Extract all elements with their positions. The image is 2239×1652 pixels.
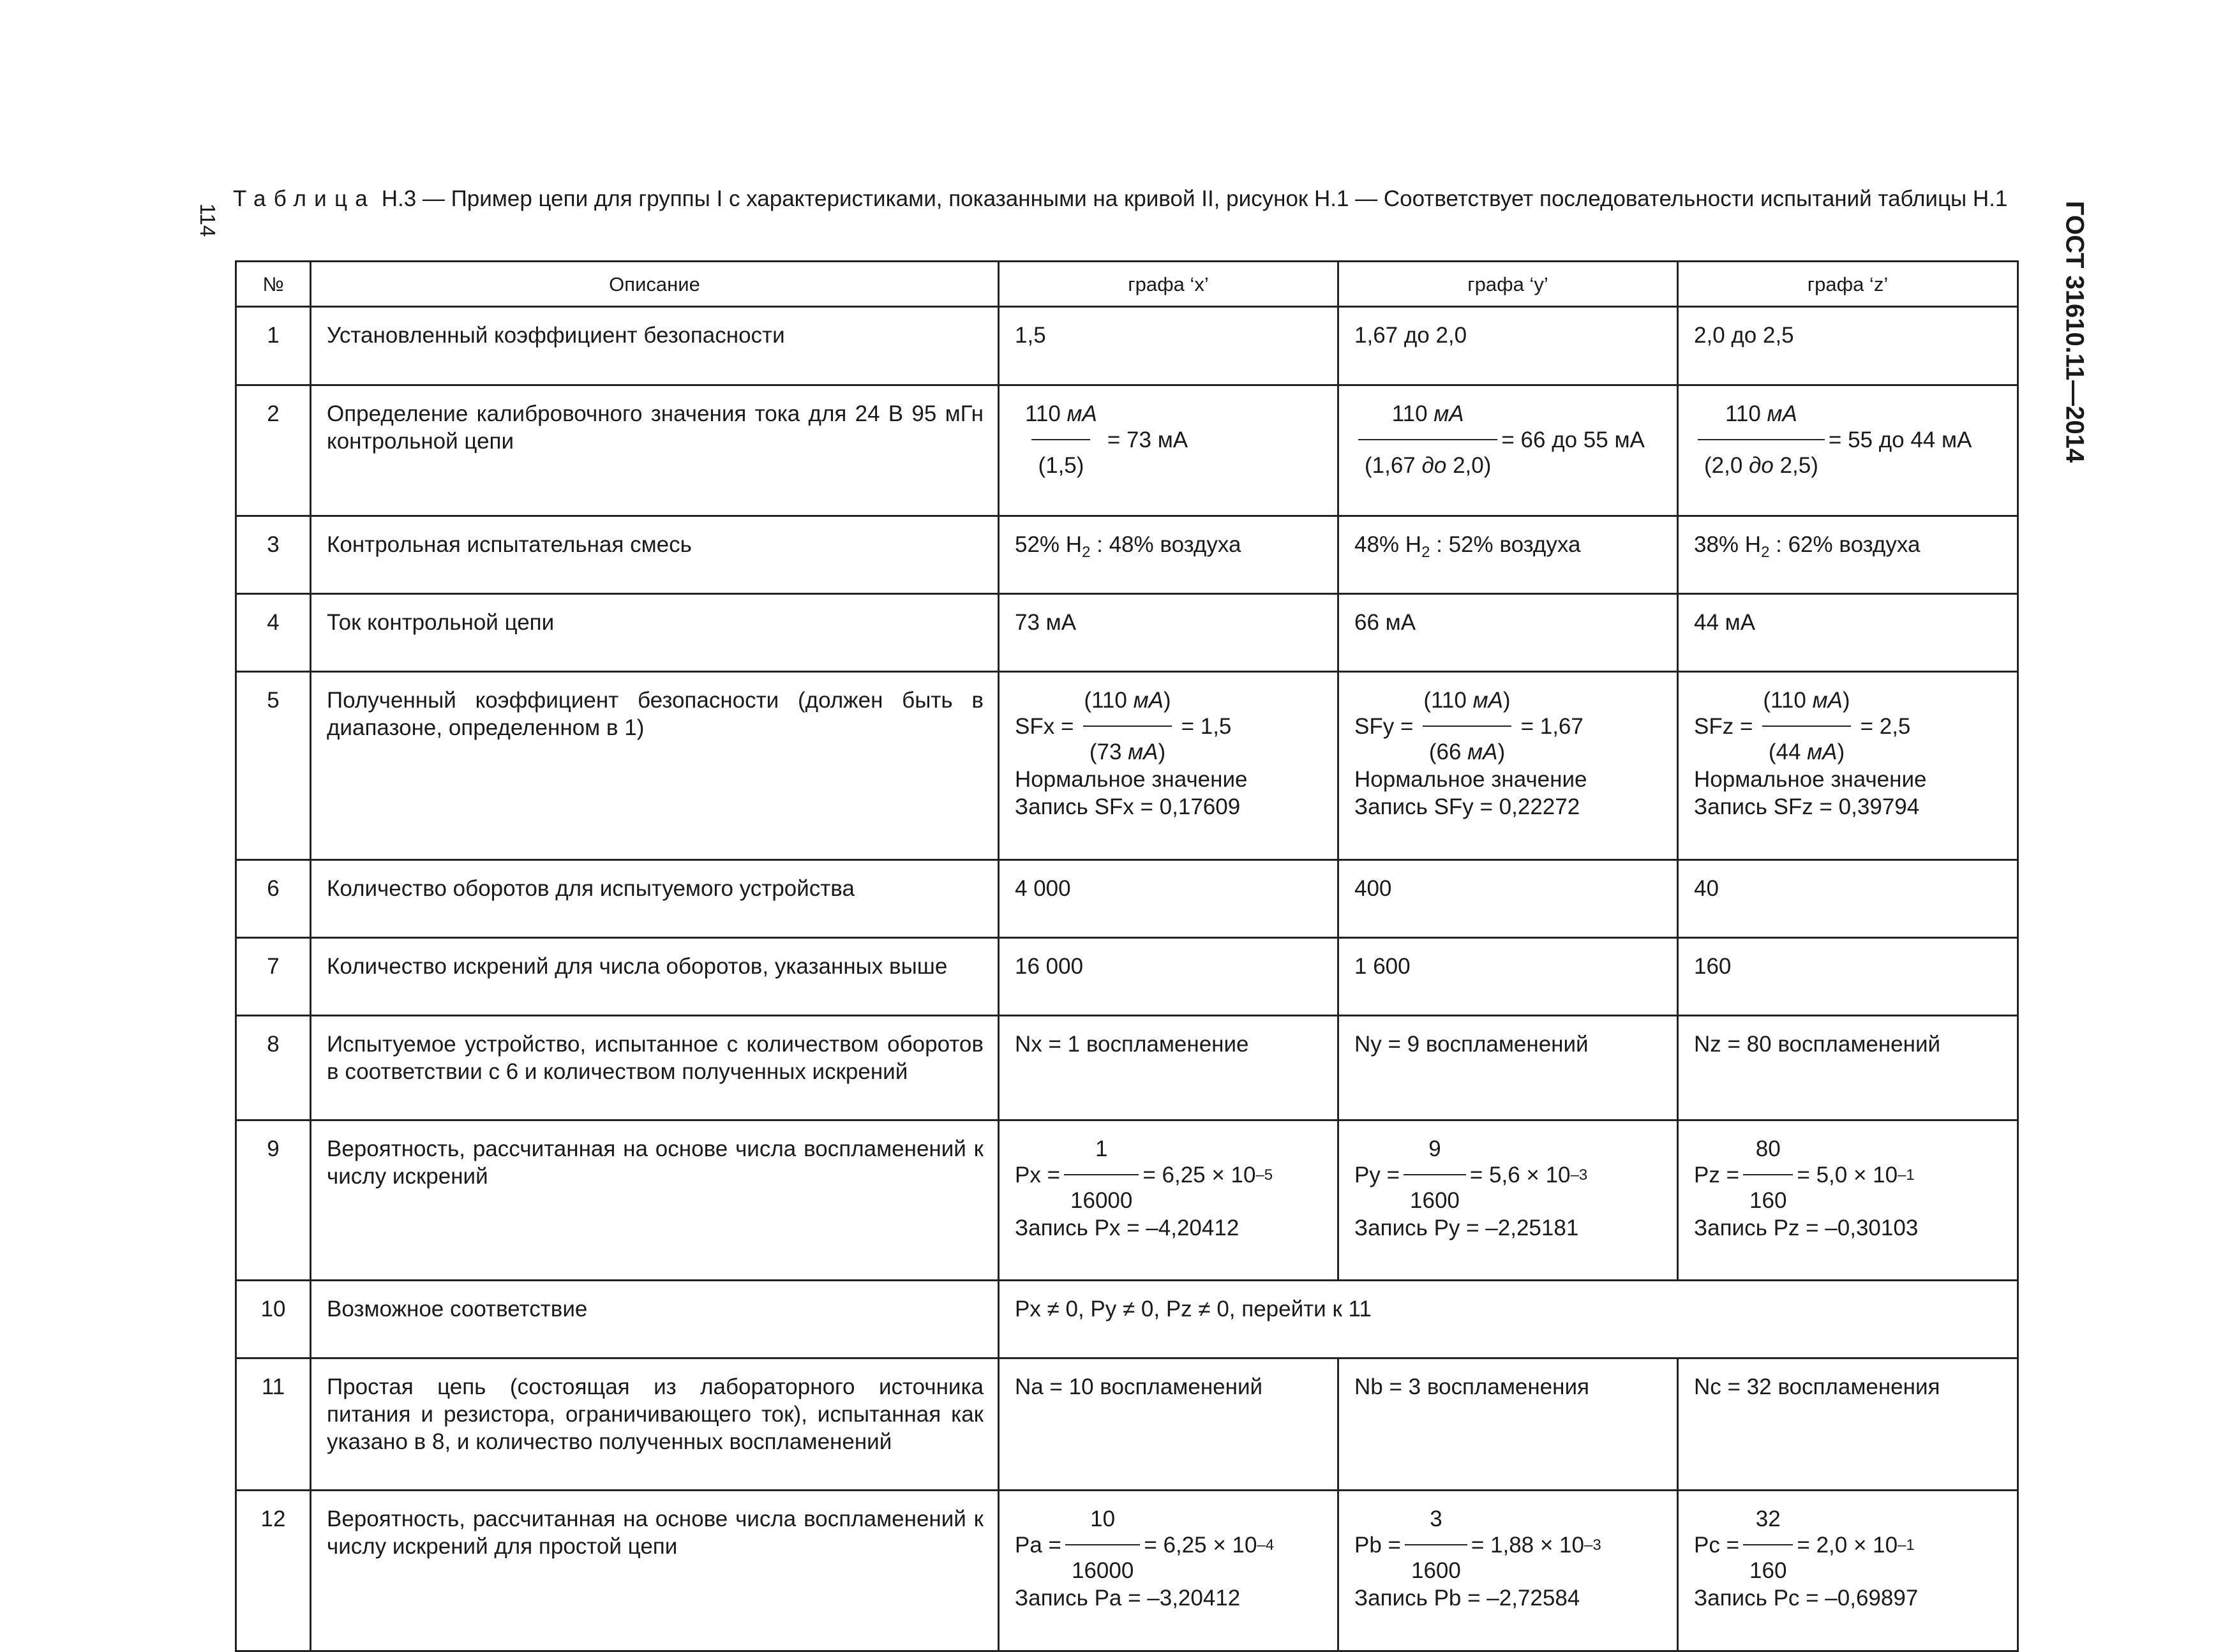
numerator: 110 мА [1391, 401, 1464, 426]
table-row [236, 1016, 2018, 1120]
log-value: Запись Pc = –0,69897 [1694, 1586, 1919, 1611]
fraction [1404, 1135, 1466, 1214]
denominator: 16000 [1064, 1174, 1139, 1214]
cell-y: Nb = 3 воспламенения [1338, 1358, 1678, 1491]
log-value: Запись SFz = 0,39794 [1694, 794, 1920, 819]
denominator: (73 мА) [1083, 726, 1172, 766]
row-description: Возможное соответствие [311, 1281, 999, 1358]
row-number: 9 [236, 1120, 311, 1281]
cell-x: 73 мА [999, 594, 1338, 672]
row-number: 11 [236, 1358, 311, 1491]
numerator: 110 мА [1725, 401, 1797, 426]
row-number: 5 [236, 672, 311, 860]
cell-x: 52% $H_2$ : 48% воздуха [999, 516, 1338, 594]
table-row [236, 672, 2018, 860]
numerator: 10 [1090, 1507, 1116, 1531]
log-value: Запись SFy = 0,22272 [1354, 794, 1580, 819]
table-row [236, 1491, 2018, 1651]
fraction [1698, 400, 1825, 479]
cell-y: 1,67 до 2,0 [1338, 307, 1678, 385]
row-description: Простая цепь (состоящая из лабораторного источника питания и резистора, ограничивающего ток), испытанная как указано в 8, и количество полученных воспламенений [311, 1358, 999, 1491]
numerator: 3 [1430, 1507, 1442, 1531]
table-row [236, 307, 2018, 385]
row-number: 8 [236, 1016, 311, 1120]
row-number: 12 [236, 1491, 311, 1651]
safety-factor-formula-z: SFz = $\frac{(110 мА)}{(44 мА)}$ = 2,5 [1694, 688, 1911, 764]
table-row [236, 385, 2018, 516]
header-num: № [236, 262, 311, 307]
numerator: (110 мА) [1423, 688, 1511, 713]
row-description: Установленный коэффициент безопасности [311, 307, 999, 385]
safety-factor-formula-x: SFx = $\frac{(110 мА)}{(73 мА)}$ = 1,5 [1015, 688, 1232, 764]
table-caption [233, 184, 2018, 214]
calibration-formula-y [1354, 400, 1670, 479]
row-description: Количество искрений для числа оборотов, указанных выше [311, 938, 999, 1016]
cell-x [999, 385, 1338, 516]
cell-z: 40 [1678, 860, 2018, 938]
cell-z [1678, 385, 2018, 516]
table-row [236, 516, 2018, 594]
row-description: Вероятность, рассчитанная на основе числа воспламенений к числу искрений [311, 1120, 999, 1281]
note: Нормальное значение [1015, 767, 1248, 792]
numerator: 110 мА [1025, 401, 1097, 426]
row-description: Определение калибровочного значения тока для 24 В 95 мГн контрольной цепи [311, 385, 999, 516]
numerator: 32 [1755, 1507, 1781, 1531]
denominator: (1,5) [1031, 439, 1090, 479]
header-col-z: графа ‘z’ [1678, 262, 2018, 307]
denominator: (44 мА) [1762, 726, 1851, 766]
cell-z: 160 [1678, 938, 2018, 1016]
denominator: (1,67 до 2,0) [1358, 439, 1497, 479]
numerator: 80 [1755, 1136, 1781, 1161]
numerator: 1 [1095, 1136, 1108, 1161]
caption-text: Н.3 — Пример цепи для группы I с характеристиками, показанными на кривой II, рисунок Н.1 — Соответствует последовательности испытаний таблицы Н.1 [375, 186, 2008, 211]
cell-z [1678, 1120, 2018, 1281]
table-row [236, 1281, 2018, 1358]
note: Нормальное значение [1354, 767, 1587, 792]
fraction [1743, 1505, 1793, 1584]
table-row [236, 938, 2018, 1016]
cell-x: 4 000 [999, 860, 1338, 938]
fraction [1756, 687, 1856, 766]
probability-formula-a: Pa = $\frac{10}{16000}$ = 6,25 × 10 –4 [1015, 1507, 1275, 1583]
cell-x [999, 1120, 1338, 1281]
fraction [1743, 1135, 1793, 1214]
cell-y: 48% $H_2$ : 52% воздуха [1338, 516, 1678, 594]
page-number: 114 [196, 203, 220, 237]
row-number: 7 [236, 938, 311, 1016]
caption-label: Таблица [233, 186, 375, 211]
cell-z [1678, 672, 2018, 860]
header-description: Описание [311, 262, 999, 307]
denominator: (2,0 до 2,5) [1698, 439, 1825, 479]
cell-y [1338, 672, 1678, 860]
table-row [236, 1120, 2018, 1281]
numerator: (110 мА) [1763, 688, 1850, 713]
result: = 66 до 55 мА [1501, 427, 1645, 452]
note: Нормальное значение [1694, 767, 1927, 792]
fraction [1358, 400, 1497, 479]
merged-cell: Px ≠ 0, Py ≠ 0, Pz ≠ 0, перейти к 11 [999, 1281, 2018, 1358]
cell-x: Nx = 1 воспламенение [999, 1016, 1338, 1120]
cell-y [1338, 1120, 1678, 1281]
row-description: Полученный коэффициент безопасности (должен быть в диапазоне, определенном в 1) [311, 672, 999, 860]
cell-y: Ny = 9 воспламенений [1338, 1016, 1678, 1120]
safety-factor-formula-y: SFy = $\frac{(110 мА)}{(66 мА)}$ = 1,67 [1354, 688, 1584, 764]
cell-x [999, 672, 1338, 860]
row-description: Контрольная испытательная смесь [311, 516, 999, 594]
row-description: Ток контрольной цепи [311, 594, 999, 672]
result: = 55 до 44 мА [1828, 427, 1972, 452]
fraction [1019, 400, 1104, 479]
log-value: Запись Pz = –0,30103 [1694, 1216, 1919, 1240]
fraction [1405, 1505, 1467, 1584]
cell-x: 16 000 [999, 938, 1338, 1016]
probability-formula-c: Pc = $\frac{32}{160}$ = 2,0 × 10 –1 [1694, 1507, 1915, 1583]
denominator: 1600 [1404, 1174, 1466, 1214]
cell-z [1678, 1491, 2018, 1651]
denominator: 1600 [1405, 1544, 1467, 1584]
denominator: 16000 [1065, 1544, 1140, 1584]
header-col-x: графа ‘x’ [999, 262, 1338, 307]
row-number: 4 [236, 594, 311, 672]
row-number: 10 [236, 1281, 311, 1358]
denominator: (66 мА) [1423, 726, 1511, 766]
header-col-y: графа ‘y’ [1338, 262, 1678, 307]
cell-z: Nz = 80 воспламенений [1678, 1016, 2018, 1120]
numerator: (110 мА) [1084, 688, 1171, 713]
cell-y: 1 600 [1338, 938, 1678, 1016]
probability-formula-z: Pz = $\frac{80}{160}$ = 5,0 × 10 –1 [1694, 1136, 1915, 1213]
row-number: 6 [236, 860, 311, 938]
cell-z: 2,0 до 2,5 [1678, 307, 2018, 385]
probability-formula-y: Py = $\frac{9}{1600}$ = 5,6 × 10 –3 [1354, 1136, 1588, 1213]
numerator: 9 [1428, 1136, 1441, 1161]
log-value: Запись Py = –2,25181 [1354, 1216, 1579, 1240]
fraction [1077, 687, 1177, 766]
cell-y [1338, 1491, 1678, 1651]
cell-y [1338, 385, 1678, 516]
fraction [1065, 1505, 1140, 1584]
cell-x [999, 1491, 1338, 1651]
log-value: Запись Px = –4,20412 [1015, 1216, 1239, 1240]
row-number: 1 [236, 307, 311, 385]
document-code: ГОСТ 31610.11—2014 [2060, 200, 2089, 463]
log-value: Запись SFx = 0,17609 [1015, 794, 1241, 819]
result: = 73 мА [1107, 427, 1188, 452]
calibration-formula-z [1694, 400, 2011, 479]
fraction [1417, 687, 1516, 766]
row-description: Вероятность, рассчитанная на основе числа воспламенений к числу искрений для простой цепи [311, 1491, 999, 1651]
data-table [235, 260, 2019, 1652]
denominator: 160 [1743, 1544, 1793, 1584]
cell-y: 66 мА [1338, 594, 1678, 672]
cell-x: Na = 10 воспламенений [999, 1358, 1338, 1491]
row-description: Испытуемое устройство, испытанное с количеством оборотов в соответствии с 6 и количеством полученных искрений [311, 1016, 999, 1120]
probability-formula-b: Pb = $\frac{3}{1600}$ = 1,88 × 10 –3 [1354, 1507, 1601, 1583]
cell-x: 1,5 [999, 307, 1338, 385]
cell-z: Nc = 32 воспламенения [1678, 1358, 2018, 1491]
cell-y: 400 [1338, 860, 1678, 938]
table-row [236, 1358, 2018, 1491]
table-row [236, 860, 2018, 938]
probability-formula-x: Px = $\frac{1}{16000}$ = 6,25 × 10 –5 [1015, 1136, 1273, 1213]
calibration-formula-x [1015, 400, 1331, 479]
cell-z: 38% $H_2$ : 62% воздуха [1678, 516, 2018, 594]
row-number: 2 [236, 385, 311, 516]
denominator: 160 [1743, 1174, 1793, 1214]
cell-z: 44 мА [1678, 594, 2018, 672]
table-row [236, 594, 2018, 672]
table-header-row [236, 262, 2018, 307]
row-number: 3 [236, 516, 311, 594]
log-value: Запись Pb = –2,72584 [1354, 1586, 1580, 1611]
fraction [1064, 1135, 1139, 1214]
row-description: Количество оборотов для испытуемого устройства [311, 860, 999, 938]
log-value: Запись Pa = –3,20412 [1015, 1586, 1241, 1611]
